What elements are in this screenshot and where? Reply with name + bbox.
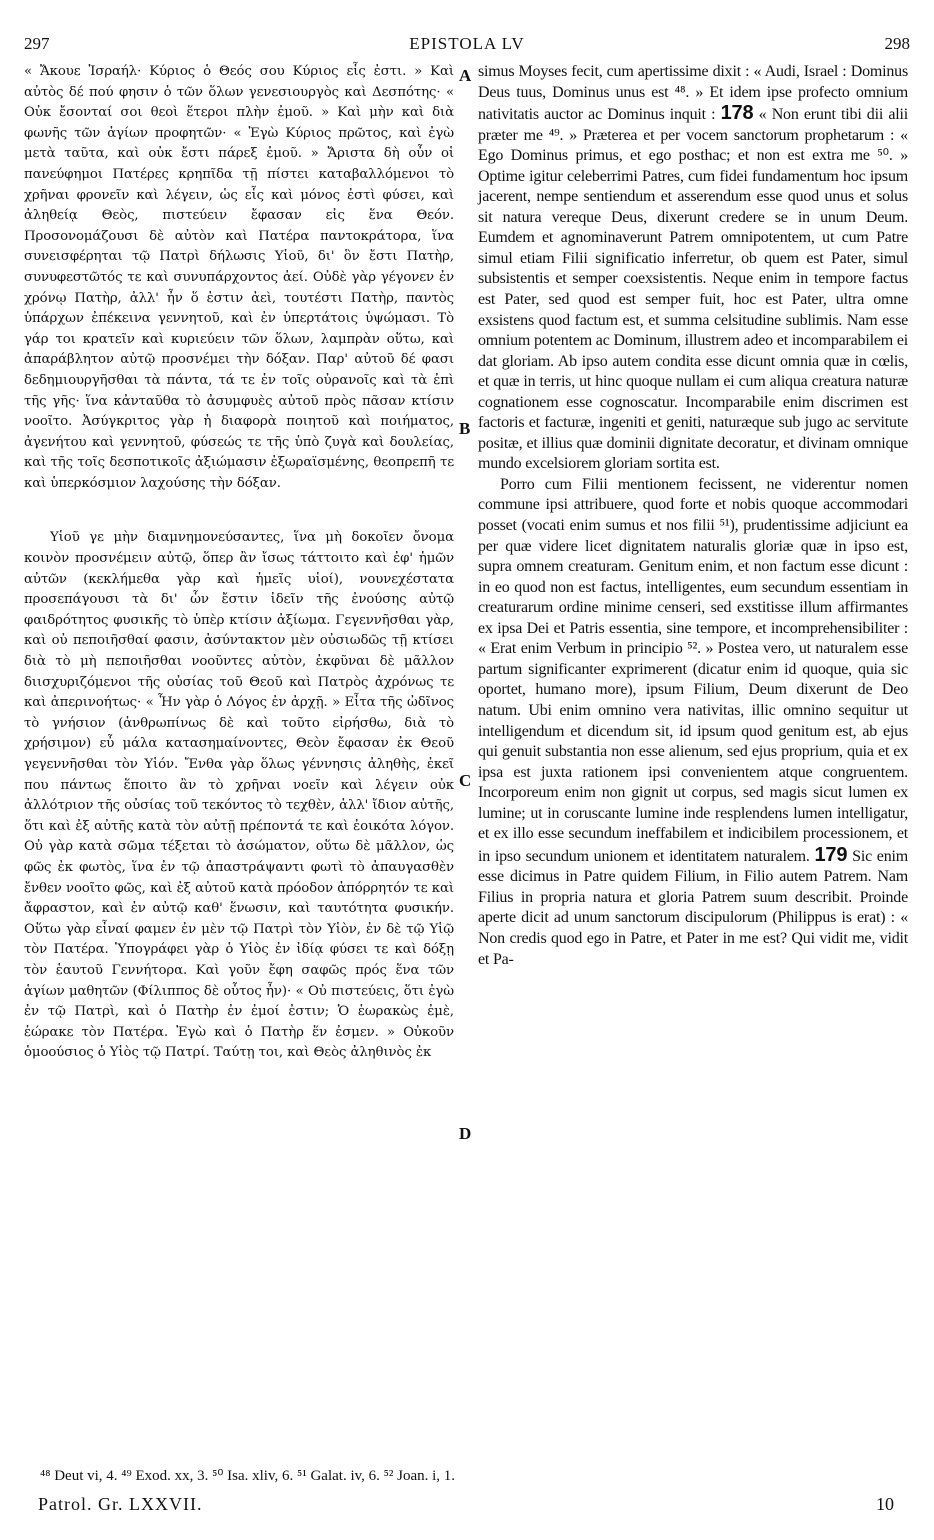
- page-footer: [38, 1494, 894, 1520]
- gathering-number: 10: [876, 1494, 894, 1514]
- column-number-178: 178: [720, 102, 754, 125]
- series-signature: Patrol. Gr. LXXVII.: [38, 1494, 203, 1514]
- greek-column: [24, 62, 454, 1064]
- latin-paragraph-2-rest: Sic enim esse dicimus in Patre quidem Filium, in Filio autem Patrem. Nam Filius in propria natura et gloria Patrem suum describit. Proinde aperte dicit ad unum sanctorum discipulorum (Philippus is erat) : « Non credis quod ego in Patre, et Pater in me est? Qui vidit me, vidit et Pa-: [478, 847, 908, 968]
- margin-letter-c: C: [459, 771, 472, 790]
- latin-paragraph-1-rest: « Non erunt tibi dii alii præter me ⁴⁹. » Præterea et per vocem sanctorum prophetarum : « Ego Dominus primus, et ego posthac; et non est extra me ⁵⁰. » Optime igitur celeberrimi Patres, cum fidei fundamentum hoc ipsum jacerent, nempe sentiendum et asserendum esse quod unus et solus sit natura vereque Deus, dixerunt credere se in unum Deum. Eumdem et agnominaverunt Patrem omnipotentem, ut cum Patre simul etiam Filii significatio inferretur, ob quem est Pater, simul subsistentis et semper coexsistentis. Neque enim in tempore factus est Pater, sed quod est semper fuit, hoc est Pater, ultra omne exsistens quod factum est, et summa celsitudine sublimis. Nam esse omnium potentem ac Dominum, illustrem adeo et incomparabilem ei dat gloriam. Ab ipso autem condita esse dicunt omnia quæ in cœlis, et quæ in terris, ut hinc quoque nullam ei cum aliqua creatura naturæ cognationem esse cognoscatur. Incomparabile enim discrimen est factoris et facturæ, ingeniti et geniti, naturæque sub jugo ac servitute positæ, et illius quæ dominii dignitate decoratur, et divinam omnique mundo excelsiorem gloriam sortita est.: [478, 106, 908, 473]
- footnotes: ⁴⁸ Deut vi, 4. ⁴⁹ Exod. xx, 3. ⁵⁰ Isa. xliv, 6. ⁵¹ Galat. iv, 6. ⁵² Joan. i, 1.: [40, 1468, 456, 1484]
- margin-letter-d: D: [459, 1124, 472, 1143]
- greek-paragraph-2: Υἱοῦ γε μὴν διαμνημονεύσαντες, ἵνα μὴ δοκοῖεν ὄνομα κοινὸν προσνέμειν αὐτῷ, ὅπερ ἂν ἴσως τάττοιτο καὶ ἐφ' ἡμῶν αὐτῶν (κεκλήμεθα γὰρ καὶ ἡμεῖς υἱοί), νουνεχέστατα προσεπάγουσι τὰ δι' ὧν ἔστιν ἰδεῖν τῆς ἐνούσης αὐτῷ φαιδρότητος φυσικῆς τὸ ὑπὲρ κτίσιν ἀξίωμα. Γεγεννῆσθαι γὰρ, καὶ οὐ πεποιῆσθαί φασιν, ἀσύντακτον μὲν οὐσιωδῶς τῇ κτίσει διὰ τὸ μὴ πεποιῆσθαι νοοῦντες αὐτὸν, ἐκφῦναι δὲ μᾶλλον διισχυριζόμενοι τῆς οὐσίας τοῦ Θεοῦ καὶ Πατρὸς ἀχρόνως τε καὶ ἀπερινοήτως· « Ἦν γὰρ ὁ Λόγος ἐν ἀρχῇ. » Εἶτα τῆς ὠδῖνος τὸ γνήσιον (ἀνθρωπίνως δὲ καὶ τοῦτο εἰρήσθω, διὰ τὸ χρήσιμον) εὖ μάλα κατασημαίνοντες, Θεὸν ἔφασαν ἐκ Θεοῦ γεγεννῆσθαι τὸν Υἱόν. Ἔνθα γὰρ ὅλως γέννησις ἀληθὴς, ἐκεῖ που πάντως ἕποιτο ἂν τὸ χρῆναι νοεῖν καὶ λέγειν οὐκ ἀλλότριον τῆς οὐσίας τοῦ τεκόντος τὸ τεχθὲν, ἀλλ' ἴδιον αὐτῆς, ὅτι καὶ ἐξ αὐτῆς κατὰ τὸν αὐτῇ πρέποντά τε καὶ ἐοικότα λόγον. Οὐ γὰρ κατὰ σῶμα τέξεται τὸ ἀσώματον, οὕτω δὲ μᾶλλον, ὡς φῶς ἐκ φωτὸς, ἵνα ἐν τῷ ἀπαστράψαντι φωτὶ τὸ ἀπαυγασθὲν ἔνθεν νοοῖτο φῶς, καὶ ἐξ αὐτοῦ κατὰ πρόοδον ἀπόρρητόν τε καὶ ἄφραστον, καὶ ἐν αὐτῷ καθ' ἕνωσιν, καὶ ταυτότητα φυσικήν. Οὕτω γὰρ εἶναί φαμεν ἐν μὲν τῷ Πατρὶ τὸν Υἱὸν, ἐν δὲ τῷ Υἱῷ τὸν Πατέρα. Ὑπογράφει γὰρ ὁ Υἱὸς ἐν ἰδίᾳ φύσει τε καὶ δόξῃ τὸν ἑαυτοῦ Γεννήτορα. Καὶ γοῦν ἔφη σαφῶς πρός ἕνα τῶν ἁγίων μαθητῶν (Φίλιππος δὲ οὗτος ἦν)· « Οὐ πιστεύεις, ὅτι ἐγὼ ἐν τῷ Πατρὶ, καὶ ὁ Πατὴρ ἐν ἐμοί ἐστιν; Ὁ ἑωρακὼς ἐμὲ, ἑώρακε τὸν Πατέρα. Ἐγὼ καὶ ὁ Πατὴρ ἕν ἐσμεν. » Οὐκοῦν ὁμοούσιος ὁ Υἱὸς τῷ Πατρί. Ταύτῃ τοι, καὶ Θεὸς ἀληθινὸς ἐκ: [24, 530, 454, 1061]
- latin-paragraph-1-start: simus Moyses fecit, cum apertissime dixit : « Audi, Israel : Dominus Deus tuus, Dominus unus est ⁴⁸. » Et idem ipse profecto omnium nativitatis auctor ac Dominus inquit :: [478, 63, 908, 124]
- right-page-number: 298: [884, 34, 910, 53]
- margin-letter-a: A: [459, 66, 472, 85]
- left-page-number: 297: [24, 34, 50, 53]
- latin-paragraph-1: [478, 62, 908, 475]
- latin-column: [478, 62, 908, 970]
- running-header: [24, 34, 910, 56]
- latin-paragraph-2-start: Porro cum Filii mentionem fecissent, ne viderentur nomen commune ipsi attribuere, quod forte et nobis quoque accommodari posset (vocati enim sumus et nos filii ⁵¹), prudentissime adjiciunt ea per quæ videre licet dignitatem naturalis gloriæ quæ in ipso est, supra omnem creaturam. Genitum enim, et non factum esse dicunt : in eo quod non est factus, intelligentes, eum secundum essentiam in creaturarum ordine minime censeri, sed exstitisse illum affirmantes ex ipsa Dei et Patris essentia, sine tempore, et incomprehensibiliter : « Erat enim Verbum in principio ⁵². » Postea vero, ut naturalem esse partum significanter exprimerent (dicatur enim id quoque, quia sic oportet, humano more), ipsum Filium, Deum dixerunt de Deo natum. Ubi enim omnino vera nativitas, illic omnino sequitur ut intelligendum et dicendum sit, id ipsum quod genitum est, ab ejus qui genuit substantia non esse alienum, sed ejus proprium, quia et ex ipsa est juxta rationem ipsi convenientem atque congruentem. Incorporeum enim non gignit ut corpus, sed magis sicut lumen ex lumine; ut in coruscante lumine inde resplendens lumen intelligatur, et ex illo esse secundum ineffabilem et indicibilem processionem, et in ipso secundum unionem et identitatem naturalem.: [478, 475, 908, 865]
- running-title: EPISTOLA LV: [409, 34, 525, 53]
- greek-paragraph-1: « Ἄκουε Ἰσραήλ· Κύριος ὁ Θεός σου Κύριος εἷς ἐστι. » Καὶ αὐτὸς δέ πού φησιν ὁ τῶν ὅλων γενεσιουργὸς καὶ Δεσπότης· « Οὐκ ἔσονταί σοι θεοὶ ἕτεροι πλὴν ἐμοῦ. » Καὶ μὴν καὶ διὰ φωνῆς τῶν ἁγίων προφητῶν· « Ἐγὼ Κύριος πρῶτος, καὶ ἐγὼ μετὰ ταῦτα, καὶ οὐκ ἔστι πάρεξ ἐμοῦ. » Ἄριστα δὴ οὖν οἱ πανεύφημοι Πατέρες κρηπῖδα τῇ πίστει καταβαλλόμενοι τὸ χρῆναι φρονεῖν καὶ λέγειν, ὡς εἷς καὶ μόνος ἐστὶ φύσει, καὶ ἀληθείᾳ Θεὸς, πιστεύειν ἔφασαν εἰς ἕνα Θεόν. Προσονομάζουσι δὲ αὐτὸν καὶ Πατέρα παντοκράτορα, ἵνα συνεισφέρηται τῷ Πατρὶ δήλωσις Υἱοῦ, δι' ὃν ἔστι Πατὴρ, συνυφεστῶτός τε καὶ συνυπάρχοντος ἀεί. Οὐδὲ γὰρ γέγονεν ἐν χρόνῳ Πατὴρ, ἀλλ' ἦν ὅ ἐστιν ἀεὶ, τουτέστι Πατὴρ, παντὸς ὑπάρχων ἐπέκεινα γεννητοῦ, καὶ ἐν ὑπερτάτοις ὑψώμασι. Τὸ γάρ τοι κρατεῖν καὶ κυριεύειν τῶν ὅλων, λαμπρὰν οὕτω, καὶ ἀπαράβλητον αὐτῷ προσνέμει τὴν δόξαν. Παρ' αὐτοῦ δέ φασι δεδημιουργῆσθαι τὰ πάντα, τά τε ἐν τοῖς οὐρανοῖς καὶ τὰ ἐπὶ τῆς γῆς· ἵνα κἀνταῦθα τὸ ἀσυμφυὲς αὐτοῦ πρὸς πᾶσαν κτίσιν νοοῖτο. Ἀσύγκριτος γὰρ ἡ διαφορὰ ποιητοῦ καὶ ποιήματος, ἀγενήτου καὶ γεννητοῦ, φύσεώς τε τῆς ὑπὸ ζυγὰ καὶ δουλείας, καὶ τῆς τοῖς δεσποτικοῖς ἀξιώμασιν ἐξωραϊσμένης, θεοπρεπῆ τε καὶ ὑπερκόσμιον λαχούσης τὴν δόξαν.: [24, 64, 454, 491]
- latin-paragraph-2: [478, 475, 908, 970]
- margin-letter-b: B: [459, 419, 471, 438]
- column-number-179: 179: [814, 843, 848, 866]
